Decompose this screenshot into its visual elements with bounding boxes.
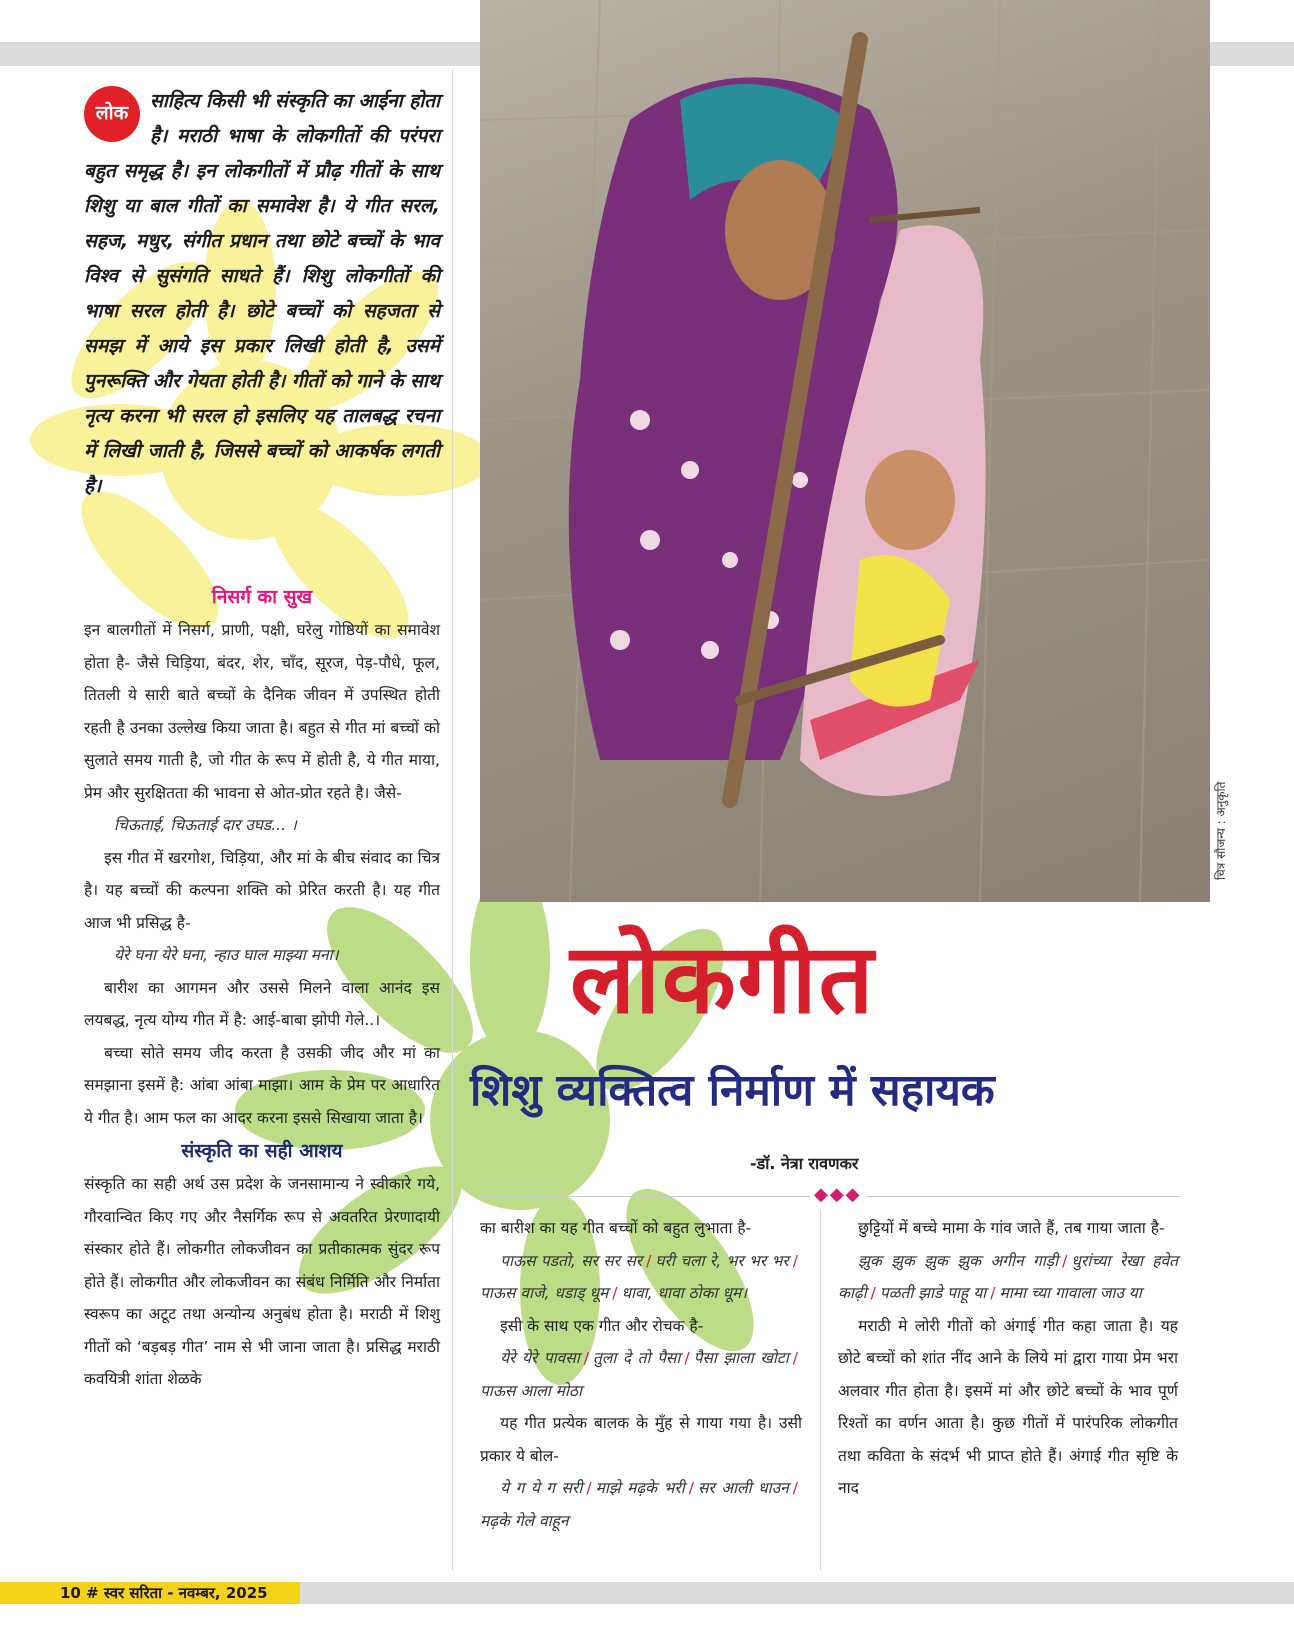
paragraph: बच्चा सोते समय जीद करता है उसकी जीद और मां का समझाना इसमें है: आंबा आंबा माझा। आम के प्रेम पर आधारित ये गीत है। आम फल का आदर करना इससे सिखाया जाता है। bbox=[84, 1043, 440, 1127]
paragraph: का बारीश का यह गीत बच्चों को बहुत लुभाता है- bbox=[480, 1219, 752, 1237]
column-divider bbox=[452, 70, 453, 1570]
diamond-ornament: ◆◆◆ bbox=[810, 1184, 866, 1205]
song-quote: येरे घना येरे घना, न्हाउ घाल माझ्या मना। bbox=[114, 946, 339, 964]
intro-paragraph bbox=[84, 84, 440, 504]
page-folio: 10 # स्वर सरिता - नवम्बर, 2025 bbox=[60, 1584, 268, 1602]
paragraph: छुट्टियों में बच्चे मामा के गांव जाते हैं, तब गाया जाता है- bbox=[858, 1219, 1165, 1237]
mother-baby-photo-illustration bbox=[480, 0, 1210, 902]
song-quote: झुक झुक झुक झुक अगीन गाड़ी / धुरांच्या रेखा हवेत काढ़ी / पळती झाडे पाहू या / मामा च्या गावाला जाउ या bbox=[838, 1251, 1178, 1302]
song-quote: पाऊस पडतो, सर सर सर / घरी चला रे, भर भर भर /पाऊस वाजे, धडाड् धूम / धावा, धावा ठोका धूम। bbox=[480, 1251, 798, 1302]
paragraph: इन बालगीतों में निसर्ग, प्राणी, पक्षी, घरेलु गोष्ठियों का समावेश होता है- जैसे चिड़िया, बंदर, शेर, चाँद, सूरज, पेड़-पौधे, फूल, तितली ये सारी बाते बच्चों के दैनिक जीवन में उपस्थित होती रहती है उनका उल्लेख किया जाता है। बहुत से गीत मां बच्चों को सुलाते समय गाती है, जो गीत के रूप में होती है, ये गीत माया, प्रेम और सुरक्षितता की भावना से ओत-प्रोत रहते है। जैसे- bbox=[84, 621, 440, 802]
paragraph: इस गीत में खरगोश, चिड़िया, और मां के बीच संवाद का चित्र है। यह बच्चों की कल्पना शक्ति को प्रेरित करती है। यह गीत आज भी प्रसिद्ध है- bbox=[84, 848, 440, 932]
paragraph: यह गीत प्रत्येक बालक के मुँह से गाया गया है। उसी प्रकार ये बोल- bbox=[480, 1414, 802, 1465]
song-quote: चिऊताई, चिऊताई दार उघड... । bbox=[114, 816, 297, 834]
paragraph: संस्कृति का सही अर्थ उस प्रदेश के जनसामान्य ने स्वीकारे गये, गौरवान्वित किए गए और नैसर्गिक रूप से अवतरित प्रेरणादायी संस्कार होते हैं। लोकगीत लोकजीवन का प्रतीकात्मक सुंदर रूप होते हैं। लोकगीत और लोकजीवन का संबंध निर्मिति और निर्माता स्वरूप का अटूट तथा अन्योन्य अनुबंध होता है। मराठी में शिशु गीतों को ‘बड़बड़ गीत’ नाम से भी जाना जाता है। प्रसिद्ध मराठी कवयित्री शांता शेळके bbox=[84, 1175, 440, 1388]
column-divider bbox=[820, 1210, 821, 1570]
article-subtitle: शिशु व्यक्तित्व निर्माण में सहायक bbox=[470, 1065, 995, 1116]
column-right bbox=[838, 1212, 1178, 1505]
section-heading: निसर्ग का सुख bbox=[211, 586, 313, 608]
photo-credit: चित्र सौजन्य : अनुकृति bbox=[1214, 781, 1228, 880]
paragraph: मराठी मे लोरी गीतों को अंगाई गीत कहा जाता है। यह छोटे बच्चों को शांत नींद आने के लिये मां द्वारा गाया प्रेम भरा अलवार गीत होता है। इसमें मां और छोटे बच्चों के भाव पूर्ण रिश्तों का वर्णन आता है। कुछ गीतों में पारंपरिक लोकगीत तथा कविता के संदर्भ भी प्राप्त होते हैं। अंगाई गीत सृष्टि के नाद bbox=[838, 1316, 1178, 1497]
paragraph: इसी के साथ एक गीत और रोचक है- bbox=[500, 1316, 704, 1335]
paragraph: बारीश का आगमन और उससे मिलने वाला आनंद इस लयबद्ध, नृत्य योग्य गीत में है: आई-बाबा झोपी गेले..। bbox=[84, 978, 440, 1029]
column-middle bbox=[480, 1212, 802, 1537]
article-title: लोकगीत bbox=[570, 922, 876, 1035]
column-left bbox=[84, 580, 440, 1396]
lok-badge: लोक bbox=[84, 86, 140, 142]
intro-text: साहित्य किसी भी संस्कृति का आईना होता है। मराठी भाषा के लोकगीतों की परंपरा बहुत समृद्ध है। इन लोकगीतों में प्रौढ़ गीतों के साथ शिशु या बाल गीतों का समावेश है। ये गीत सरल, सहज, मधुर, संगीत प्रधान तथा छोटे बच्चों के भाव विश्व से सुसंगति साधते हैं। शिशु लोकगीतों की भाषा सरल होती है। छोटे बच्चों को सहजता से समझ में आये इस प्रकार लिखी होती है, उसमें पुनरूक्ति और गेयता होती है। गीतों को गाने के साथ नृत्य करना भी सरल हो इसलिए यह तालबद्ध रचना में लिखी जाती है, जिससे बच्चों को आकर्षक लगती है। bbox=[84, 90, 440, 497]
article-photo bbox=[480, 0, 1210, 902]
section-heading: संस्कृति का सही आशय bbox=[181, 1140, 343, 1162]
song-quote: ये ग ये ग सरी / माझे मढ़के भरी / सर आली धाउन /मढ़के गेले वाहून bbox=[480, 1479, 798, 1530]
song-quote: येरे येरे पावसा / तुला दे तो पैसा / पैसा झाला खोटा /पाऊस आला मोठा bbox=[480, 1349, 798, 1400]
author-byline: -डॉ. नेत्रा रावणकर bbox=[750, 1154, 859, 1173]
